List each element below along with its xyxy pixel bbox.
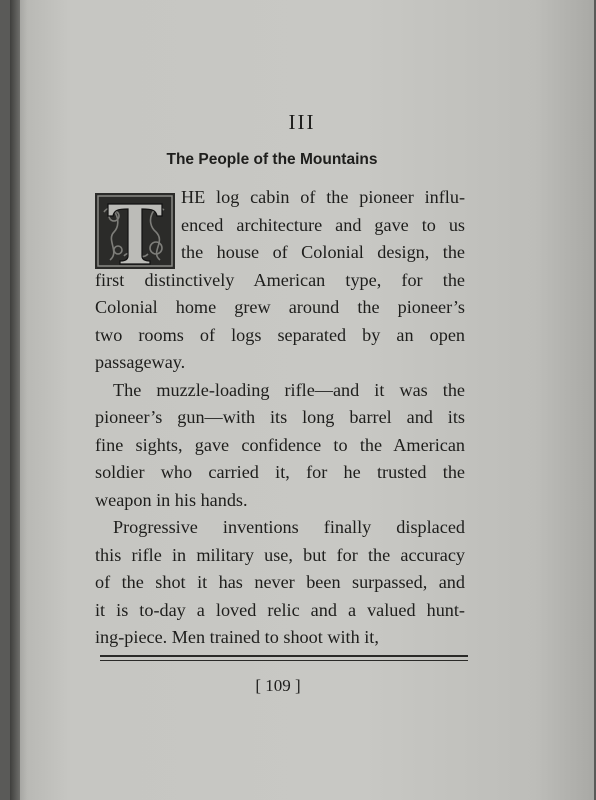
body-text bbox=[95, 184, 465, 652]
text-line: fine sights, gave confidence to the American bbox=[95, 434, 465, 455]
text-line: The muzzle-loading rifle—and it was the bbox=[113, 379, 465, 400]
text-line: Progressive inventions finally displaced bbox=[113, 517, 465, 537]
text-line: this rifle in military use, but for the accuracy bbox=[95, 544, 465, 565]
text-line: it is to-day a loved relic and a valued hunt- bbox=[95, 599, 465, 620]
text-line: weapon in his hands. bbox=[95, 489, 248, 510]
text-line: ing-piece. Men trained to shoot with it, bbox=[95, 627, 379, 647]
footer-rule-top bbox=[100, 655, 468, 657]
footer-rule-bottom bbox=[100, 660, 468, 661]
chapter-title: The People of the Mountains bbox=[166, 151, 378, 168]
text-line: passageway. bbox=[95, 352, 186, 372]
text-line: enced architecture and gave to us bbox=[181, 214, 465, 235]
text-line: HE log cabin of the pioneer influ- bbox=[181, 187, 465, 207]
chapter-number: III bbox=[288, 110, 316, 134]
text-line: of the shot it has never been surpassed, and bbox=[95, 572, 465, 592]
page-number: [ 109 ] bbox=[255, 676, 301, 695]
text-line: first distinctively American type, for the bbox=[95, 269, 465, 290]
book-page bbox=[10, 0, 594, 800]
text-line: soldier who carried it, for he trusted the bbox=[95, 462, 465, 482]
drop-cap-letter: T bbox=[133, 248, 137, 253]
text-line: Colonial home grew around the pioneer’s bbox=[95, 297, 465, 317]
text-line: two rooms of logs separated by an open bbox=[95, 324, 465, 345]
text-line: the house of Colonial design, the bbox=[181, 242, 465, 262]
text-line: pioneer’s gun—with its long barrel and its bbox=[95, 407, 465, 427]
